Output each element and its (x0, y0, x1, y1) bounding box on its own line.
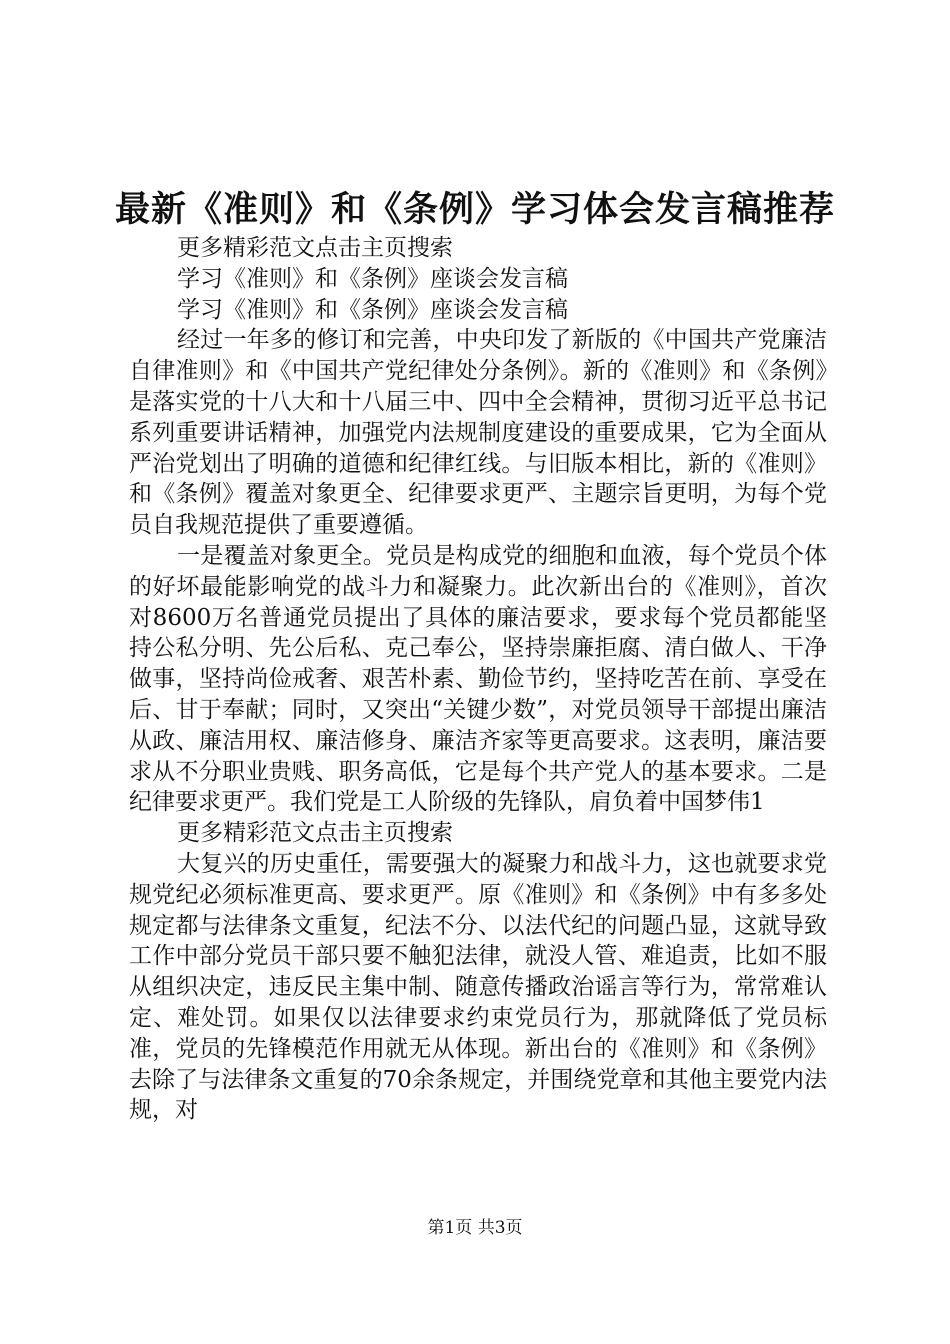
paragraph-intro: 经过一年多的修订和完善，中央印发了新版的《中国共产党廉洁自律准则》和《中国共产党纪律处分条例》。新的《准则》和《条例》是落实党的十八大和十八届三中、四中全会精神，贯彻习近平总书记系列重要讲话精神，加强党内法规制度建设的重要成果，它为全面从严治党划出了明确的道德和纪律红线。与旧版本相比，新的《准则》和《条例》覆盖对象更全、纪律要求更严、主题宗旨更明，为每个党员自我规范提供了重要遵循。 (129, 327, 827, 539)
intro-line-more-essays: 更多精彩范文点击主页搜索 (177, 235, 453, 261)
document-body (129, 233, 827, 1126)
intro-line-subtitle-1: 学习《准则》和《条例》座谈会发言稿 (177, 265, 568, 292)
document-title: 最新《准则》和《条例》学习体会发言稿推荐 (114, 190, 835, 230)
paragraph-discipline: 大复兴的历史重任，需要强大的凝聚力和战斗力，这也就要求党规党纪必须标准更高、要求更严。原《准则》和《条例》中有多多处规定都与法律条文重复，纪法不分、以法代纪的问题凸显，这就导致工作中部分党员干部只要不触犯法律，就没人管、难追责，比如不服从组织决定，违反民主集中制、随意传播政治谣言等行为，常常难认定、难处罚。如果仅以法律要求约束党员行为，那就降低了党员标准，党员的先锋模范作用就无从体现。新出台的《准则》和《条例》去除了与法律条文重复的70余条规定，并围绕党章和其他主要党内法规，对 (129, 850, 827, 1124)
page-footer: 第1页 共3页 (427, 1218, 523, 1238)
paragraph-more-essays: 更多精彩范文点击主页搜索 (177, 820, 453, 847)
paragraph-coverage: 一是覆盖对象更全。党员是构成党的细胞和血液，每个党员个体的好坏最能影响党的战斗力和凝聚力。此次新出台的《准则》，首次对8600万名普通党员提出了具体的廉洁要求，要求每个党员都能坚持公私分明、先公后私、克己奉公，坚持崇廉拒腐、清白做人、干净做事，坚持尚俭戒奢、艰苦朴素、勤俭节约，坚持吃苦在前、享受在后、甘于奉献；同时，又突出“关键少数”，对党员领导干部提出廉洁从政、廉洁用权、廉洁修身、廉洁齐家等更高要求。这表明，廉洁要求从不分职业贵贱、职务高低，它是每个共产党人的基本要求。二是纪律要求更严。我们党是工人阶级的先锋队，肩负着中国梦伟1 (129, 542, 827, 816)
intro-line-subtitle-2: 学习《准则》和《条例》座谈会发言稿 (177, 296, 568, 323)
